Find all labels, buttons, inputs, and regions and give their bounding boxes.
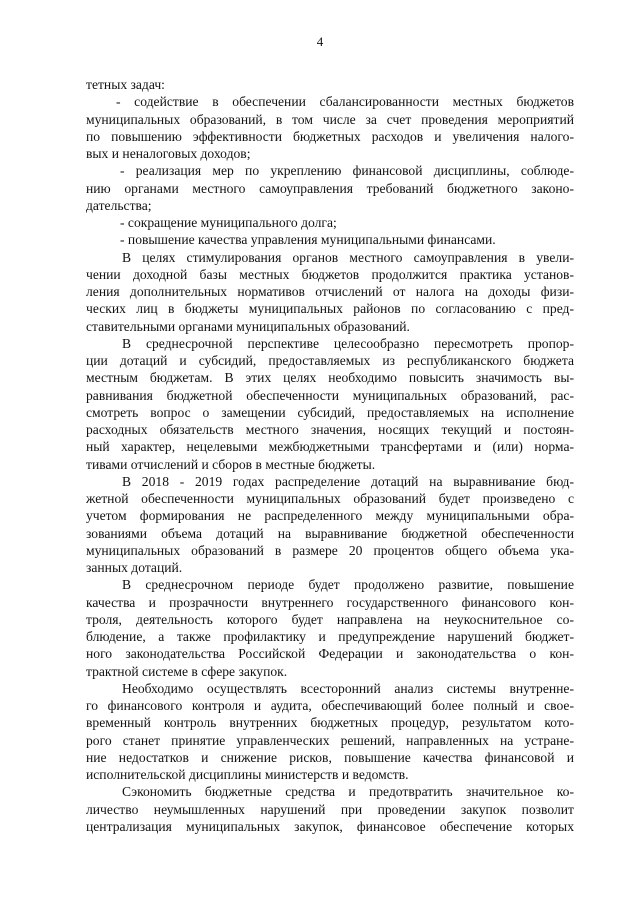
text-line: В целях стимулирования органов местного самоуправления в увели- bbox=[122, 249, 574, 265]
body-text bbox=[86, 76, 574, 835]
text-line: занных дотаций. bbox=[86, 560, 183, 575]
text-line: - реализация мер по укреплению финансовой дисциплины, соблюде- bbox=[120, 163, 574, 179]
text-line: местным бюджетам. В этих целях необходимо повысить значимость вы- bbox=[86, 370, 574, 386]
text-line: временный контроль внутренних бюджетных процедур, результатом кото- bbox=[86, 715, 574, 731]
text-line: В среднесрочной перспективе целесообразно пересмотреть пропор- bbox=[122, 335, 574, 351]
text-line: учетом формирования не распределенного между муниципальными обра- bbox=[86, 508, 574, 524]
text-line: - сокращение муниципального долга; bbox=[120, 215, 337, 230]
text-line: зованиями объема дотаций на выравнивание бюджетной обеспеченности bbox=[86, 525, 574, 541]
text-line: ции дотаций и субсидий, предоставляемых из республиканского бюджета bbox=[86, 353, 574, 368]
text-line: - содействие в обеспечении сбалансированности местных бюджетов bbox=[116, 94, 574, 110]
text-line: блюдение, а также профилактику и предупреждение нарушений бюджет- bbox=[86, 629, 574, 644]
text-line: чении доходной базы местных бюджетов продолжится практика установ- bbox=[86, 266, 574, 282]
text-line: В среднесрочном периоде будет продолжено развитие, повышение bbox=[122, 577, 574, 593]
text-line: Сэкономить бюджетные средства и предотвратить значительное ко- bbox=[122, 784, 574, 800]
text-line: го финансового контроля и аудита, обеспечивающий более полный и свое- bbox=[86, 698, 574, 713]
text-line: расходных обязательств местного значения, носящих текущий и постоян- bbox=[86, 422, 574, 437]
text-line: смотреть вопрос о замещении субсидий, предоставляемых на исполнение bbox=[86, 404, 574, 420]
page-number: 4 bbox=[316, 34, 324, 49]
text-line: трактной системе в сфере закупок. bbox=[86, 663, 288, 679]
text-line: ления дополнительных нормативов отчислений от налога на доходы физи- bbox=[86, 284, 574, 299]
text-line: жетной обеспеченности муниципальных образований будет произведено с bbox=[86, 491, 574, 506]
text-line: равнивания бюджетной обеспеченности муниципальных образований, рас- bbox=[86, 387, 574, 403]
text-line: троля, деятельность которого будет направлена на неукоснительное со- bbox=[86, 611, 574, 627]
text-line: муниципальных образований в размере 20 процентов общего объема ука- bbox=[86, 542, 574, 558]
text-line: личество неумышленных нарушений при проведении закупок позволит bbox=[86, 801, 574, 817]
text-line: исполнительской дисциплины министерств и ведомств. bbox=[86, 767, 409, 782]
text-line: ный характер, нецелевыми межбюджетными трансфертами и (или) норма- bbox=[86, 439, 574, 455]
text-line: ного законодательства Российской Федерации и законодательства о кон- bbox=[86, 646, 574, 662]
text-line: по повышению эффективности бюджетных расходов и увеличения налого- bbox=[86, 128, 574, 144]
text-line: вых и неналоговых доходов; bbox=[86, 146, 251, 161]
text-line: В 2018 - 2019 годах распределение дотаций на выравнивание бюд- bbox=[122, 473, 574, 489]
text-line: Необходимо осуществлять всесторонний анализ системы внутренне- bbox=[122, 680, 574, 696]
text-line: дательства; bbox=[86, 197, 152, 213]
text-line: качества и прозрачности внутреннего государственного финансового кон- bbox=[86, 594, 574, 610]
text-line: нию органами местного самоуправления требований бюджетного законо- bbox=[86, 180, 574, 196]
text-line: ческих лиц в бюджеты муниципальных районов по согласованию с пред- bbox=[86, 301, 574, 317]
text-line: рого станет принятие управленческих решений, направленных на устране- bbox=[86, 732, 574, 748]
text-line: - повышение качества управления муниципальными финансами. bbox=[120, 232, 496, 248]
text-line: тивами отчислений и сборов в местные бюджеты. bbox=[86, 456, 376, 472]
text-line: централизация муниципальных закупок, финансовое обеспечение которых bbox=[86, 818, 574, 834]
text-line: ставительными органами муниципальных образований. bbox=[86, 318, 410, 334]
text-line: тетных задач: bbox=[86, 77, 165, 92]
text-line: муниципальных образований, в том числе за счет проведения мероприятий bbox=[86, 111, 574, 127]
text-line: ние недостатков и снижение рисков, повышение качества финансовой и bbox=[86, 749, 574, 765]
